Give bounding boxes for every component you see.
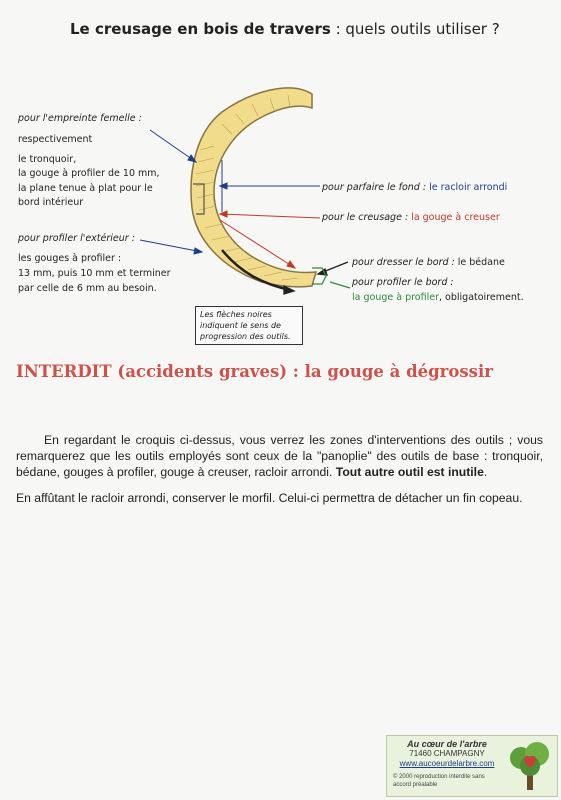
warning-heading: INTERDIT (accidents graves) : la gouge à dégrossir <box>16 362 493 381</box>
label-creusage: pour le creusage : la gouge à creuser <box>322 212 500 223</box>
paragraph-2: En affûtant le racloir arrondi, conserver le morfil. Celui-ci permettra de détacher un fin copeau. <box>16 491 523 505</box>
tree-heart-icon <box>507 740 553 792</box>
card-address: 71460 CHAMPAGNY <box>409 749 485 758</box>
blue-arrows <box>140 130 320 254</box>
label-fond: pour parfaire le fond : le racloir arrondi <box>322 182 508 193</box>
female-line4: bord intérieur <box>18 197 84 208</box>
female-line2: la gouge à profiler de 10 mm, <box>18 168 160 179</box>
ext-line2: 13 mm, puis 10 mm et terminer <box>18 268 171 279</box>
ext-line3: par celle de 6 mm au besoin. <box>18 283 157 294</box>
paragraph-1: En regardant le croquis ci-dessus, vous verrez les zones d'interventions des outils ; vous remarquerez que les outils employés sont ceux de la "panoplie" des outils de base : tronquoir, bédane, gouges à profiler, gouge à creuser, racloir arrondi. Tout autre outil est inutile. <box>16 433 543 479</box>
label-profiler: pour profiler le bord : <box>352 277 454 288</box>
label-dresser: pour dresser le bord : le bédane <box>352 257 505 268</box>
footer-card <box>386 735 558 797</box>
female-resp: respectivement <box>18 134 93 145</box>
label-profiler-tool: la gouge à profiler, obligatoirement. <box>352 292 524 303</box>
female-line3: la plane tenue à plat pour le <box>18 183 153 194</box>
card-copyright: © 2000 reproduction interdite sans accord préalable <box>393 774 485 788</box>
green-arrows <box>312 268 350 288</box>
female-line1: le tronquoir, <box>18 154 77 165</box>
ext-line1: les gouges à profiler : <box>18 253 122 264</box>
wood-section <box>191 88 316 287</box>
card-name: Au cœur de l'arbre <box>407 739 487 749</box>
arrow-note: Les flèches noires indiquent le sens de progression des outils. <box>195 306 303 345</box>
page-title: Le creusage en bois de travers : quels outils utiliser ? <box>70 20 500 38</box>
female-heading: pour l'empreinte femelle : <box>18 113 142 124</box>
card-website-link[interactable]: www.aucoeurdelarbre.com <box>399 759 495 768</box>
ext-heading: pour profiler l'extérieur : <box>18 233 135 244</box>
